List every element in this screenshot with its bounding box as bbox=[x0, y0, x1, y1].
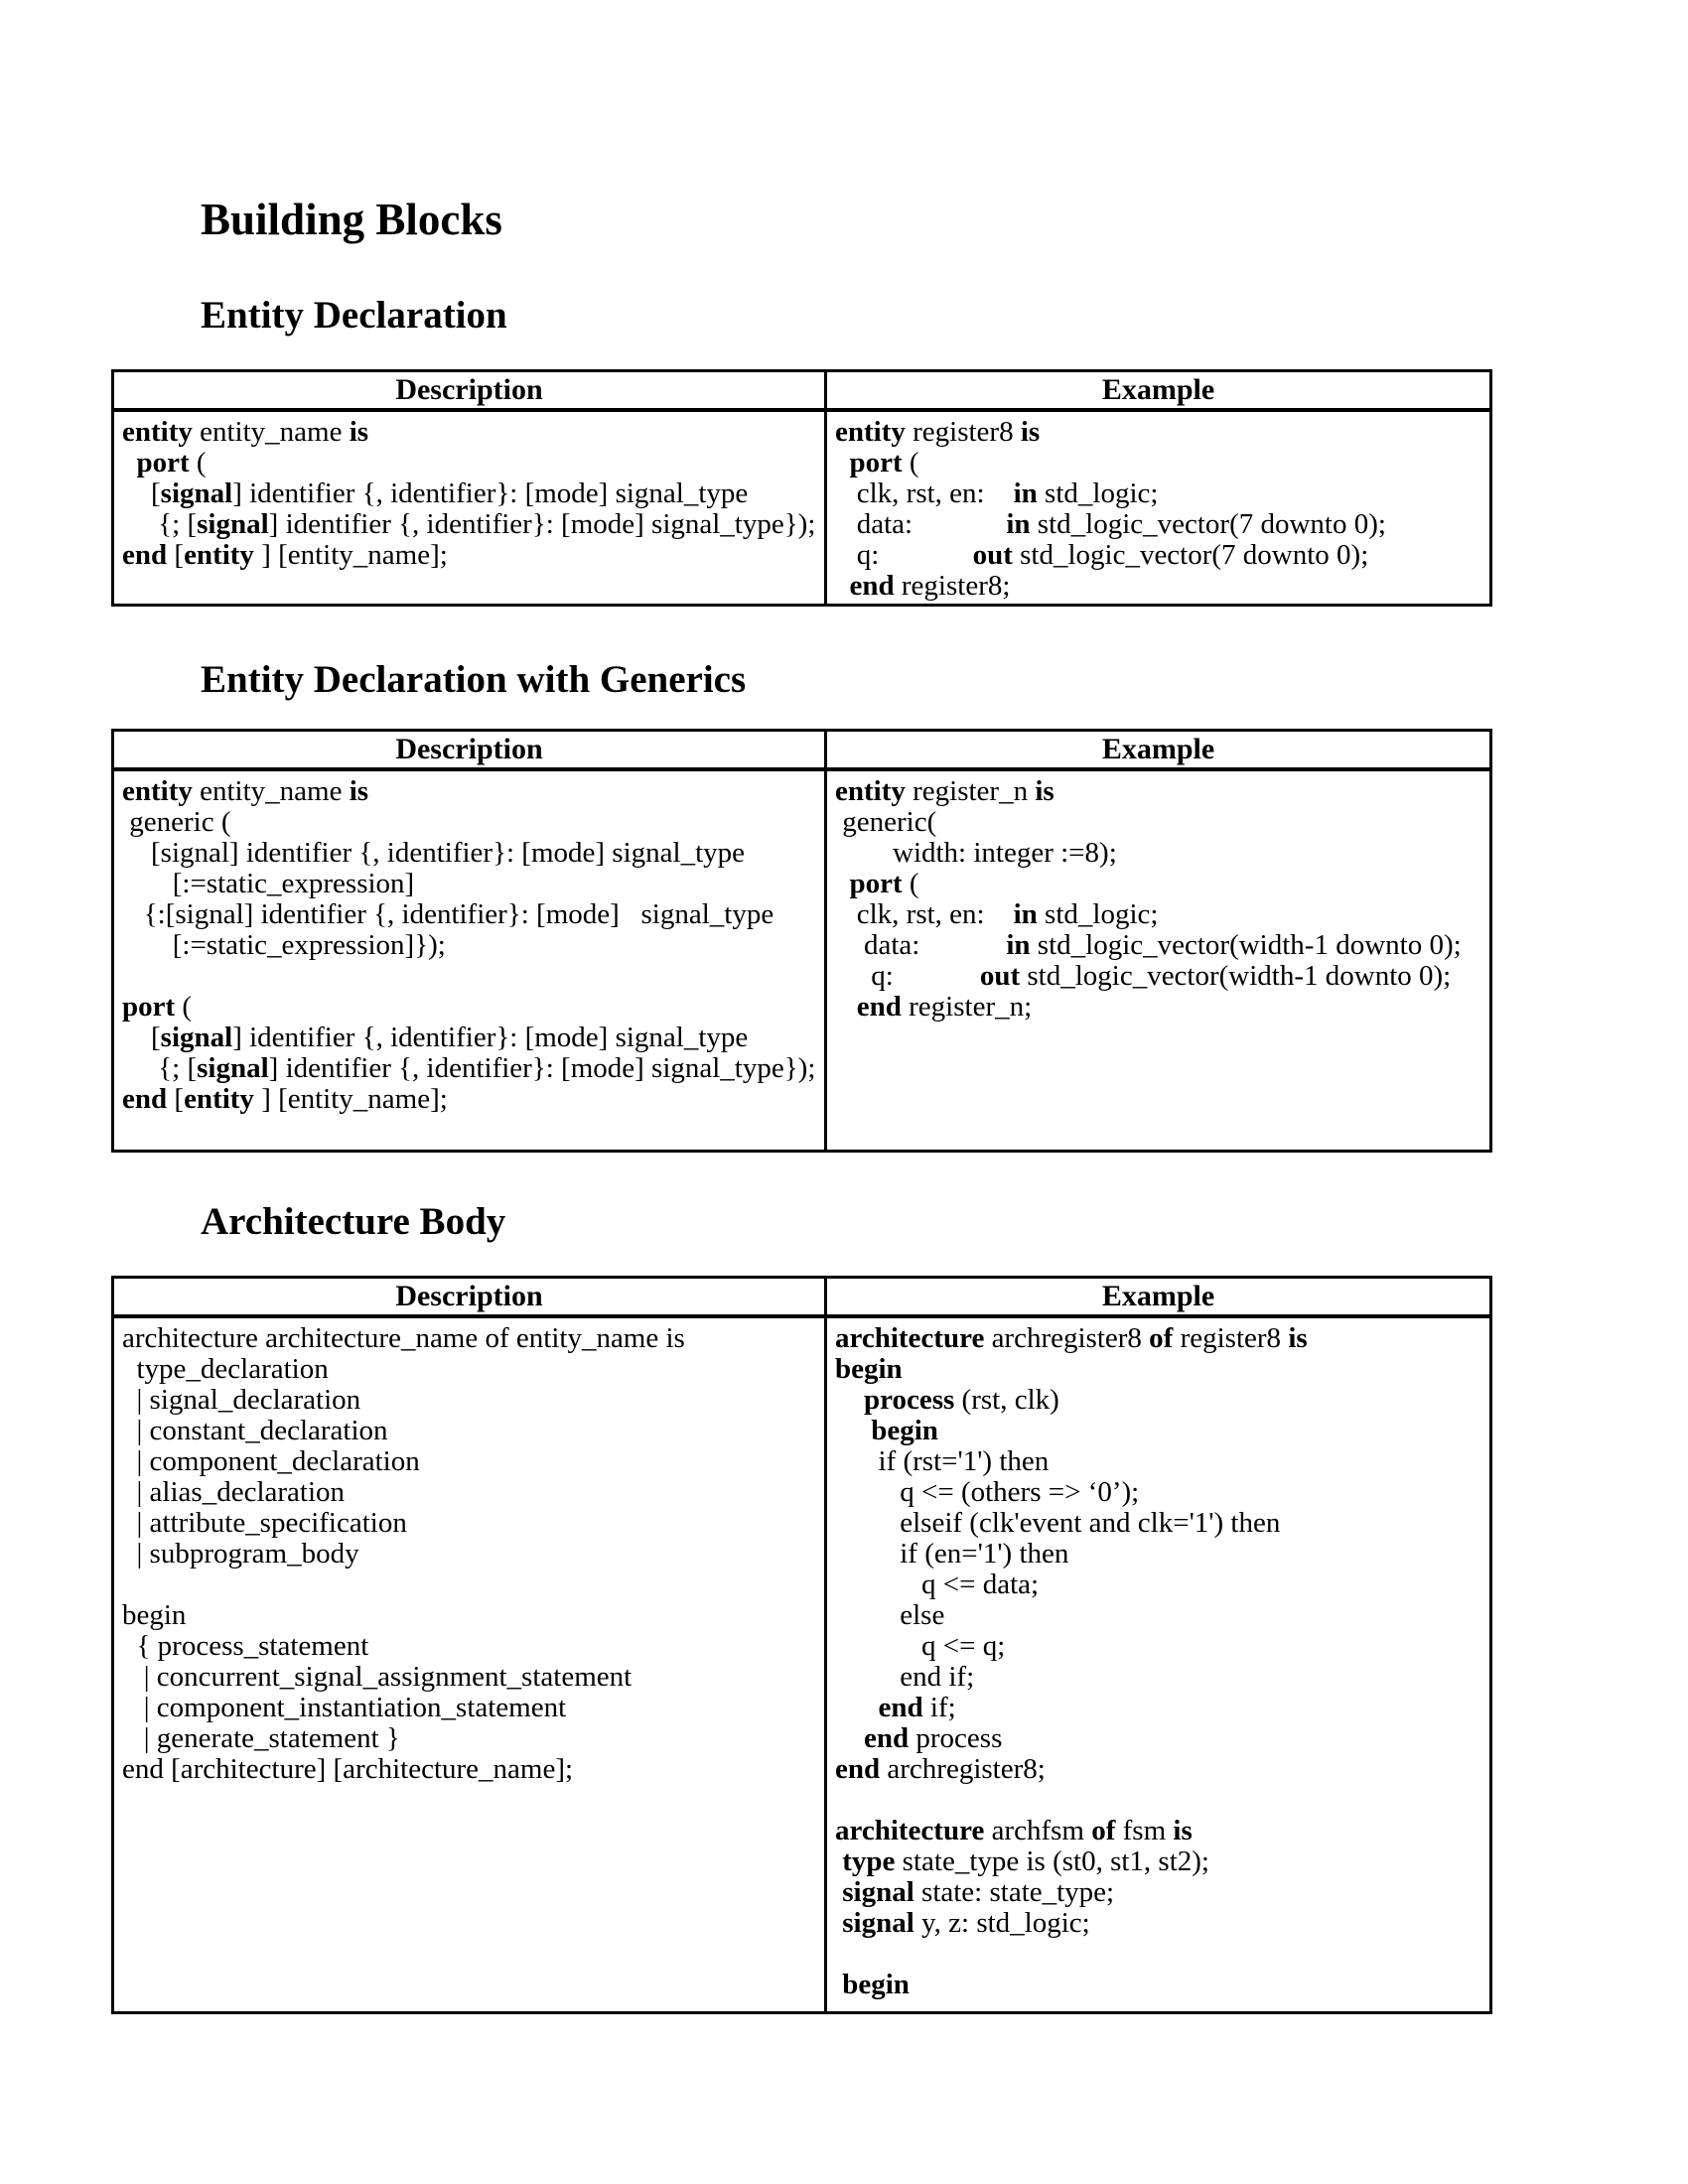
code-line: {; [signal] identifier {, identifier}: [mode] signal_type}); bbox=[122, 1052, 816, 1084]
code-line: end [entity ] [entity_name]; bbox=[122, 1083, 448, 1115]
code-line: | concurrent_signal_assignment_statement bbox=[122, 1661, 633, 1693]
col-header-example: Example bbox=[826, 1278, 1491, 1317]
code-line: { process_statement bbox=[122, 1630, 369, 1662]
code-line: [signal] identifier {, identifier}: [mode] signal_type bbox=[122, 1022, 749, 1053]
code-line: | subprogram_body bbox=[122, 1538, 359, 1570]
code-line: | component_declaration bbox=[122, 1445, 420, 1477]
entity-declaration-table bbox=[111, 369, 1492, 607]
code-line: data: in std_logic_vector(7 downto 0); bbox=[835, 508, 1386, 540]
code-line: end archregister8; bbox=[835, 1753, 1046, 1785]
code-line: end register_n; bbox=[856, 991, 1033, 1023]
example-cell bbox=[826, 769, 1491, 1152]
code-line: begin bbox=[835, 1353, 903, 1385]
code-line bbox=[122, 1570, 818, 1600]
code-line: port ( bbox=[122, 991, 193, 1023]
code-line: [:=static_expression]}); bbox=[122, 929, 446, 961]
col-header-example: Example bbox=[826, 371, 1491, 411]
entity-declaration-generics-table bbox=[111, 729, 1492, 1153]
table-body-row bbox=[113, 769, 1491, 1152]
code-line: | generate_statement } bbox=[122, 1722, 400, 1754]
example-cell bbox=[826, 1316, 1491, 2013]
code-line: port ( bbox=[849, 447, 919, 478]
code-line: begin bbox=[871, 1415, 938, 1446]
code-line: end if; bbox=[835, 1661, 975, 1693]
code-line: elseif (clk'event and clk='1') then bbox=[835, 1507, 1281, 1539]
code-line: end [entity ] [entity_name]; bbox=[122, 539, 448, 571]
code-line: type_declaration bbox=[122, 1353, 329, 1385]
code-line: q <= data; bbox=[835, 1569, 1040, 1600]
code-line: | component_instantiation_statement bbox=[122, 1692, 567, 1723]
table-header-row bbox=[113, 1278, 1491, 1317]
code-line: if (en='1') then bbox=[835, 1538, 1069, 1570]
code-line: signal y, z: std_logic; bbox=[842, 1907, 1090, 1939]
code-line: if (rst='1') then bbox=[835, 1445, 1050, 1477]
description-cell bbox=[113, 1316, 826, 2013]
code-line: begin bbox=[122, 1599, 187, 1631]
code-line: signal state: state_type; bbox=[842, 1876, 1115, 1908]
architecture-body-table bbox=[111, 1276, 1492, 2014]
code-line: | signal_declaration bbox=[122, 1384, 361, 1416]
page-title: Building Blocks bbox=[201, 195, 502, 244]
code-line: | attribute_specification bbox=[122, 1507, 407, 1539]
code-line: entity register8 is bbox=[835, 416, 1041, 448]
code-line: [:=static_expression] bbox=[122, 868, 415, 899]
code-line: entity register_n is bbox=[835, 775, 1055, 807]
col-header-description: Description bbox=[113, 371, 826, 411]
code-line: port ( bbox=[136, 447, 207, 478]
code-line bbox=[835, 1785, 1483, 1816]
code-line: port ( bbox=[849, 868, 919, 899]
code-line: architecture architecture_name of entity_name is bbox=[122, 1322, 685, 1354]
code-line: else bbox=[835, 1599, 945, 1631]
code-line: data: in std_logic_vector(width-1 downto 0); bbox=[835, 929, 1462, 961]
code-line: entity entity_name is bbox=[122, 775, 369, 807]
code-line: end [architecture] [architecture_name]; bbox=[122, 1753, 574, 1785]
code-line: | constant_declaration bbox=[122, 1415, 388, 1446]
code-line: q <= (others => ‘0’); bbox=[835, 1476, 1140, 1508]
code-line: [signal] identifier {, identifier}: [mode] signal_type bbox=[122, 837, 745, 869]
code-line: q: out std_logic_vector(width-1 downto 0); bbox=[835, 960, 1452, 992]
code-line: | alias_declaration bbox=[122, 1476, 346, 1508]
code-line: {:[signal] identifier {, identifier}: [mode] signal_type bbox=[122, 898, 774, 930]
code-line: end process bbox=[864, 1722, 1003, 1754]
code-line: [signal] identifier {, identifier}: [mode] signal_type bbox=[122, 478, 749, 509]
example-cell bbox=[826, 410, 1491, 606]
section-heading-entity-declaration: Entity Declaration bbox=[201, 294, 507, 337]
code-line: generic ( bbox=[122, 806, 231, 838]
section-heading-entity-declaration-with-generics: Entity Declaration with Generics bbox=[201, 658, 747, 701]
code-line: clk, rst, en: in std_logic; bbox=[835, 478, 1159, 509]
code-line: {; [signal] identifier {, identifier}: [mode] signal_type}); bbox=[122, 508, 816, 540]
code-line: q <= q; bbox=[835, 1630, 1006, 1662]
code-line: architecture archregister8 of register8 is bbox=[835, 1322, 1308, 1354]
code-line: end register8; bbox=[849, 570, 1011, 602]
code-line: generic( bbox=[835, 806, 937, 838]
col-header-description: Description bbox=[113, 1278, 826, 1317]
description-cell bbox=[113, 769, 826, 1152]
code-line bbox=[122, 961, 818, 992]
description-cell bbox=[113, 410, 826, 606]
table-body-row bbox=[113, 410, 1491, 606]
code-line: entity entity_name is bbox=[122, 416, 369, 448]
col-header-description: Description bbox=[113, 731, 826, 770]
code-line bbox=[835, 1939, 1483, 1970]
code-line: end if; bbox=[878, 1692, 956, 1723]
code-line: clk, rst, en: in std_logic; bbox=[835, 898, 1159, 930]
table-header-row bbox=[113, 371, 1491, 411]
code-line: process (rst, clk) bbox=[864, 1384, 1059, 1416]
code-line: begin bbox=[842, 1969, 910, 2000]
code-line: type state_type is (st0, st1, st2); bbox=[842, 1845, 1209, 1877]
table-body-row bbox=[113, 1316, 1491, 2013]
col-header-example: Example bbox=[826, 731, 1491, 770]
code-line: architecture archfsm of fsm is bbox=[835, 1815, 1193, 1846]
table-header-row bbox=[113, 731, 1491, 770]
section-heading-architecture-body: Architecture Body bbox=[201, 1200, 506, 1243]
code-line: width: integer :=8); bbox=[835, 837, 1117, 869]
code-line: q: out std_logic_vector(7 downto 0); bbox=[835, 539, 1369, 571]
